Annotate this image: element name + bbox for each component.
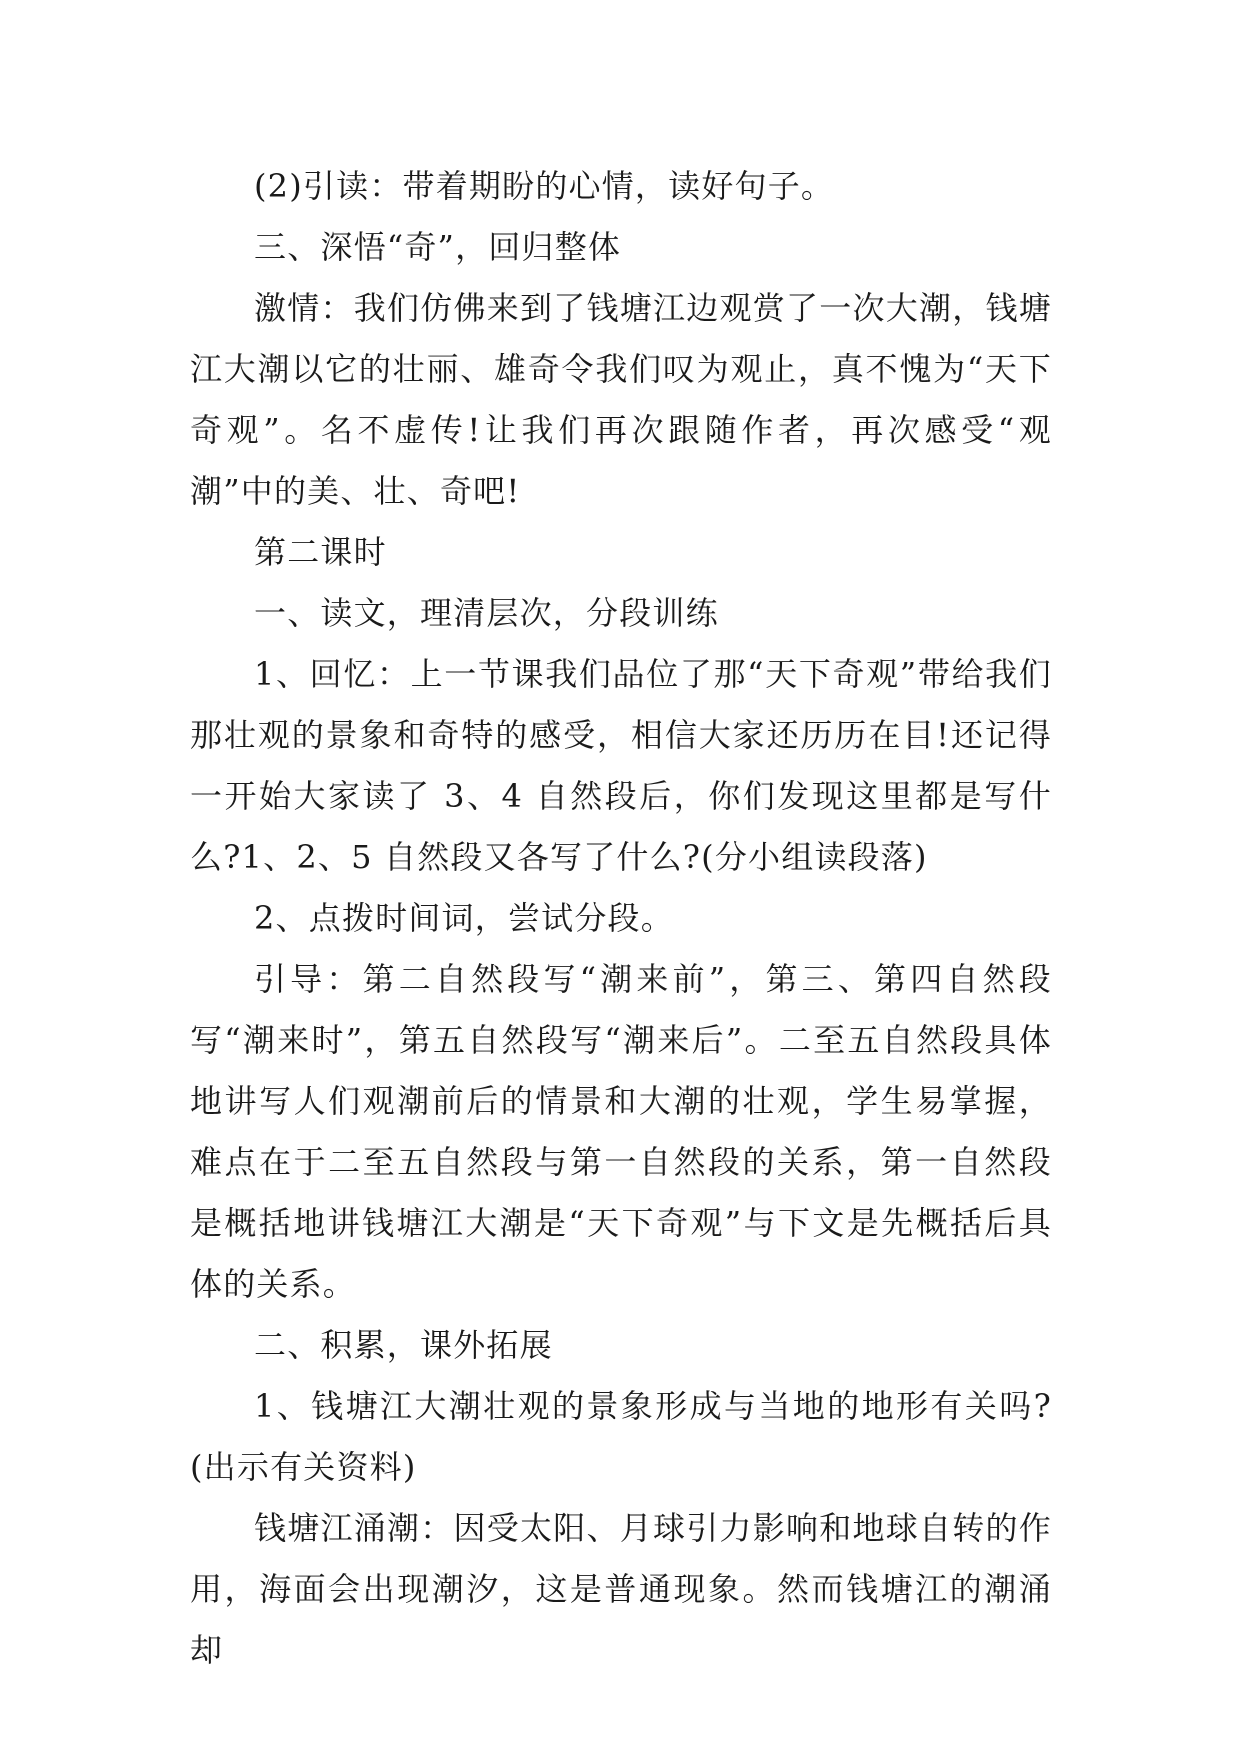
section-heading-3: 三、深悟“奇”，回归整体 [254, 228, 622, 266]
lesson-heading-2: 第二课时 [254, 533, 387, 571]
paragraph-passion: 激情：我们仿佛来到了钱塘江边观赏了一次大潮，钱塘江大潮以它的壮丽、雄奇令我们叹为观止，真不愧为“天下奇观”。名不虚传!让我们再次跟随作者，再次感受“观潮”中的美、壮、奇吧! [190, 289, 1052, 510]
section-heading-2: 二、积累，课外拓展 [254, 1326, 553, 1364]
section-heading-1: 一、读文，理清层次，分段训练 [254, 594, 719, 632]
paragraph-question: 1、钱塘江大潮壮观的景象形成与当地的地形有关吗?(出示有关资料) [190, 1387, 1052, 1486]
document-body [190, 156, 1052, 1681]
paragraph-tide-info: 钱塘江涌潮：因受太阳、月球引力影响和地球自转的作用，海面会出现潮汐，这是普通现象。然而钱塘江的潮涌却 [190, 1509, 1052, 1669]
paragraph-guided-reading: (2)引读：带着期盼的心情，读好句子。 [254, 167, 835, 205]
paragraph-recall: 1、回忆：上一节课我们品位了那“天下奇观”带给我们那壮观的景象和奇特的感受，相信大家还历历在目!还记得一开始大家读了 3、4 自然段后，你们发现这里都是写什么?1、2、5 自然段又各写了什么?(分小组读段落) [190, 655, 1052, 876]
paragraph-time-words: 2、点拨时间词，尝试分段。 [254, 899, 674, 937]
paragraph-guide: 引导：第二自然段写“潮来前”，第三、第四自然段写“潮来时”，第五自然段写“潮来后”。二至五自然段具体地讲写人们观潮前后的情景和大潮的壮观，学生易掌握，难点在于二至五自然段与第一自然段的关系，第一自然段是概括地讲钱塘江大潮是“天下奇观”与下文是先概括后具体的关系。 [190, 960, 1052, 1303]
